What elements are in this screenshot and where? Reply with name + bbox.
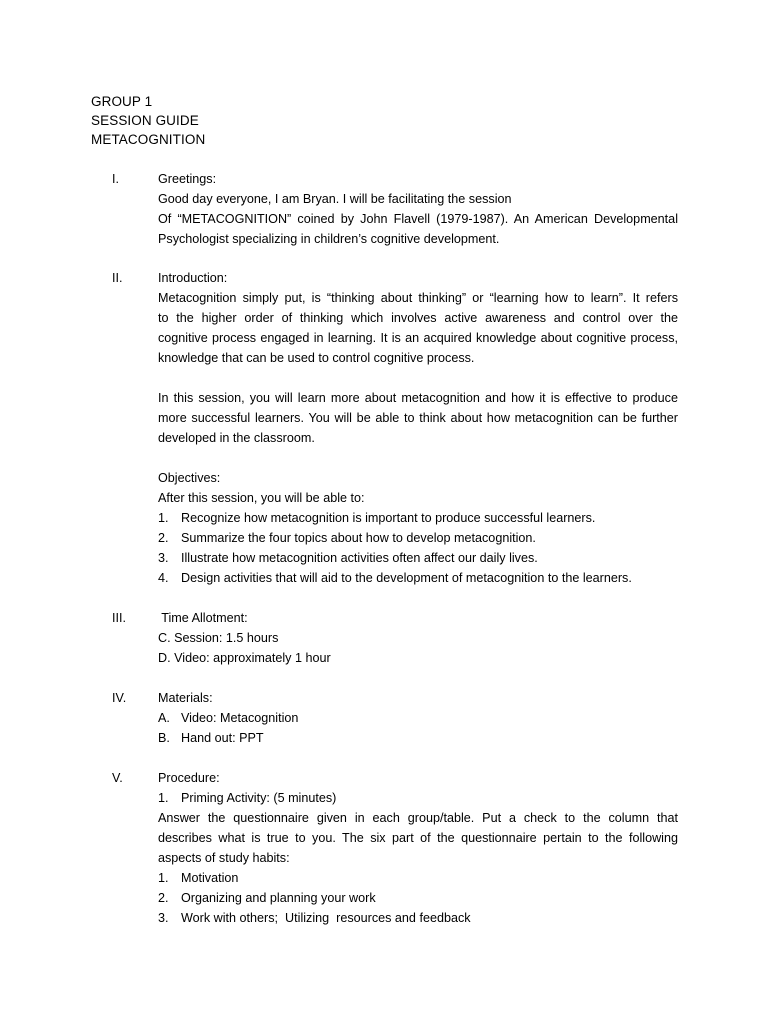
section-heading: Time Allotment: <box>158 611 248 625</box>
list-item <box>158 528 678 548</box>
list-number: 3. <box>158 911 169 925</box>
section-heading: Procedure: <box>158 771 220 785</box>
section-numeral: III. <box>112 611 126 625</box>
text-line: more successful learners. You will be able to think about how metacognition can be further <box>158 411 678 425</box>
paragraph-gap <box>158 448 678 468</box>
session-guide-label: SESSION GUIDE <box>91 113 199 128</box>
section-body <box>158 169 678 249</box>
text-line: describes what is true to you. The six part of the questionnaire pertain to the following <box>158 831 678 845</box>
document-title: METACOGNITION <box>91 132 206 147</box>
list-item <box>158 568 678 588</box>
section-heading: Greetings: <box>158 172 217 186</box>
section-numeral: I. <box>112 172 119 186</box>
list-number: A. <box>158 711 170 725</box>
section-body <box>158 768 678 928</box>
list-text: Priming Activity: (5 minutes) <box>181 791 337 805</box>
text-line: Good day everyone, I am Bryan. I will be facilitating the session <box>158 192 512 206</box>
section-body <box>158 688 678 748</box>
list-text: Recognize how metacognition is important to produce successful learners. <box>181 511 596 525</box>
list-number: 1. <box>158 511 169 525</box>
text-line: Psychologist specializing in children’s cognitive development. <box>158 232 500 246</box>
section-numeral: II. <box>112 271 123 285</box>
text-line: knowledge that can be used to control cognitive process. <box>158 351 475 365</box>
list-number: 2. <box>158 891 169 905</box>
list-item <box>158 908 678 928</box>
list-item <box>158 708 678 728</box>
list-number: 3. <box>158 551 169 565</box>
list-item <box>158 868 678 888</box>
list-item <box>158 508 678 528</box>
text-line: Metacognition simply put, is “thinking about thinking” or “learning how to learn”. It refers <box>158 291 678 305</box>
text-line: cognitive process engaged in learning. It is an acquired knowledge about cognitive process, <box>158 331 678 345</box>
section-heading: Introduction: <box>158 271 228 285</box>
list-text: Video: Metacognition <box>181 711 299 725</box>
text-line: Of “METACOGNITION” coined by John Flavell (1979-1987). An American Developmental <box>158 212 678 226</box>
list-item <box>158 788 678 808</box>
text-line: D. Video: approximately 1 hour <box>158 651 331 665</box>
group-label: GROUP 1 <box>91 94 153 109</box>
paragraph-gap <box>158 368 678 388</box>
list-text: Work with others; Utilizing resources and feedback <box>181 911 471 925</box>
list-number: 2. <box>158 531 169 545</box>
list-text: Summarize the four topics about how to develop metacognition. <box>181 531 536 545</box>
text-line: to the higher order of thinking which involves active awareness and control over the <box>158 311 678 325</box>
section-numeral: V. <box>112 771 123 785</box>
text-line: In this session, you will learn more about metacognition and how it is effective to produce <box>158 391 678 405</box>
list-text: Design activities that will aid to the development of metacognition to the learners. <box>181 571 632 585</box>
list-item <box>158 888 678 908</box>
section-heading: Materials: <box>158 691 213 705</box>
list-item <box>158 728 678 748</box>
list-text: Hand out: PPT <box>181 731 264 745</box>
list-number: B. <box>158 731 170 745</box>
text-line: C. Session: 1.5 hours <box>158 631 279 645</box>
section-numeral: IV. <box>112 691 127 705</box>
list-text: Illustrate how metacognition activities often affect our daily lives. <box>181 551 538 565</box>
section-body <box>158 268 678 588</box>
list-text: Motivation <box>181 871 239 885</box>
objectives-heading: Objectives: <box>158 471 221 485</box>
list-number: 1. <box>158 871 169 885</box>
objectives-intro: After this session, you will be able to: <box>158 491 365 505</box>
list-item <box>158 548 678 568</box>
text-line: developed in the classroom. <box>158 431 315 445</box>
text-line: aspects of study habits: <box>158 851 290 865</box>
text-line: Answer the questionnaire given in each group/table. Put a check to the column that <box>158 811 678 825</box>
section-body <box>158 608 678 668</box>
list-number: 1. <box>158 791 169 805</box>
list-number: 4. <box>158 571 169 585</box>
list-text: Organizing and planning your work <box>181 891 376 905</box>
document-header <box>91 92 205 149</box>
